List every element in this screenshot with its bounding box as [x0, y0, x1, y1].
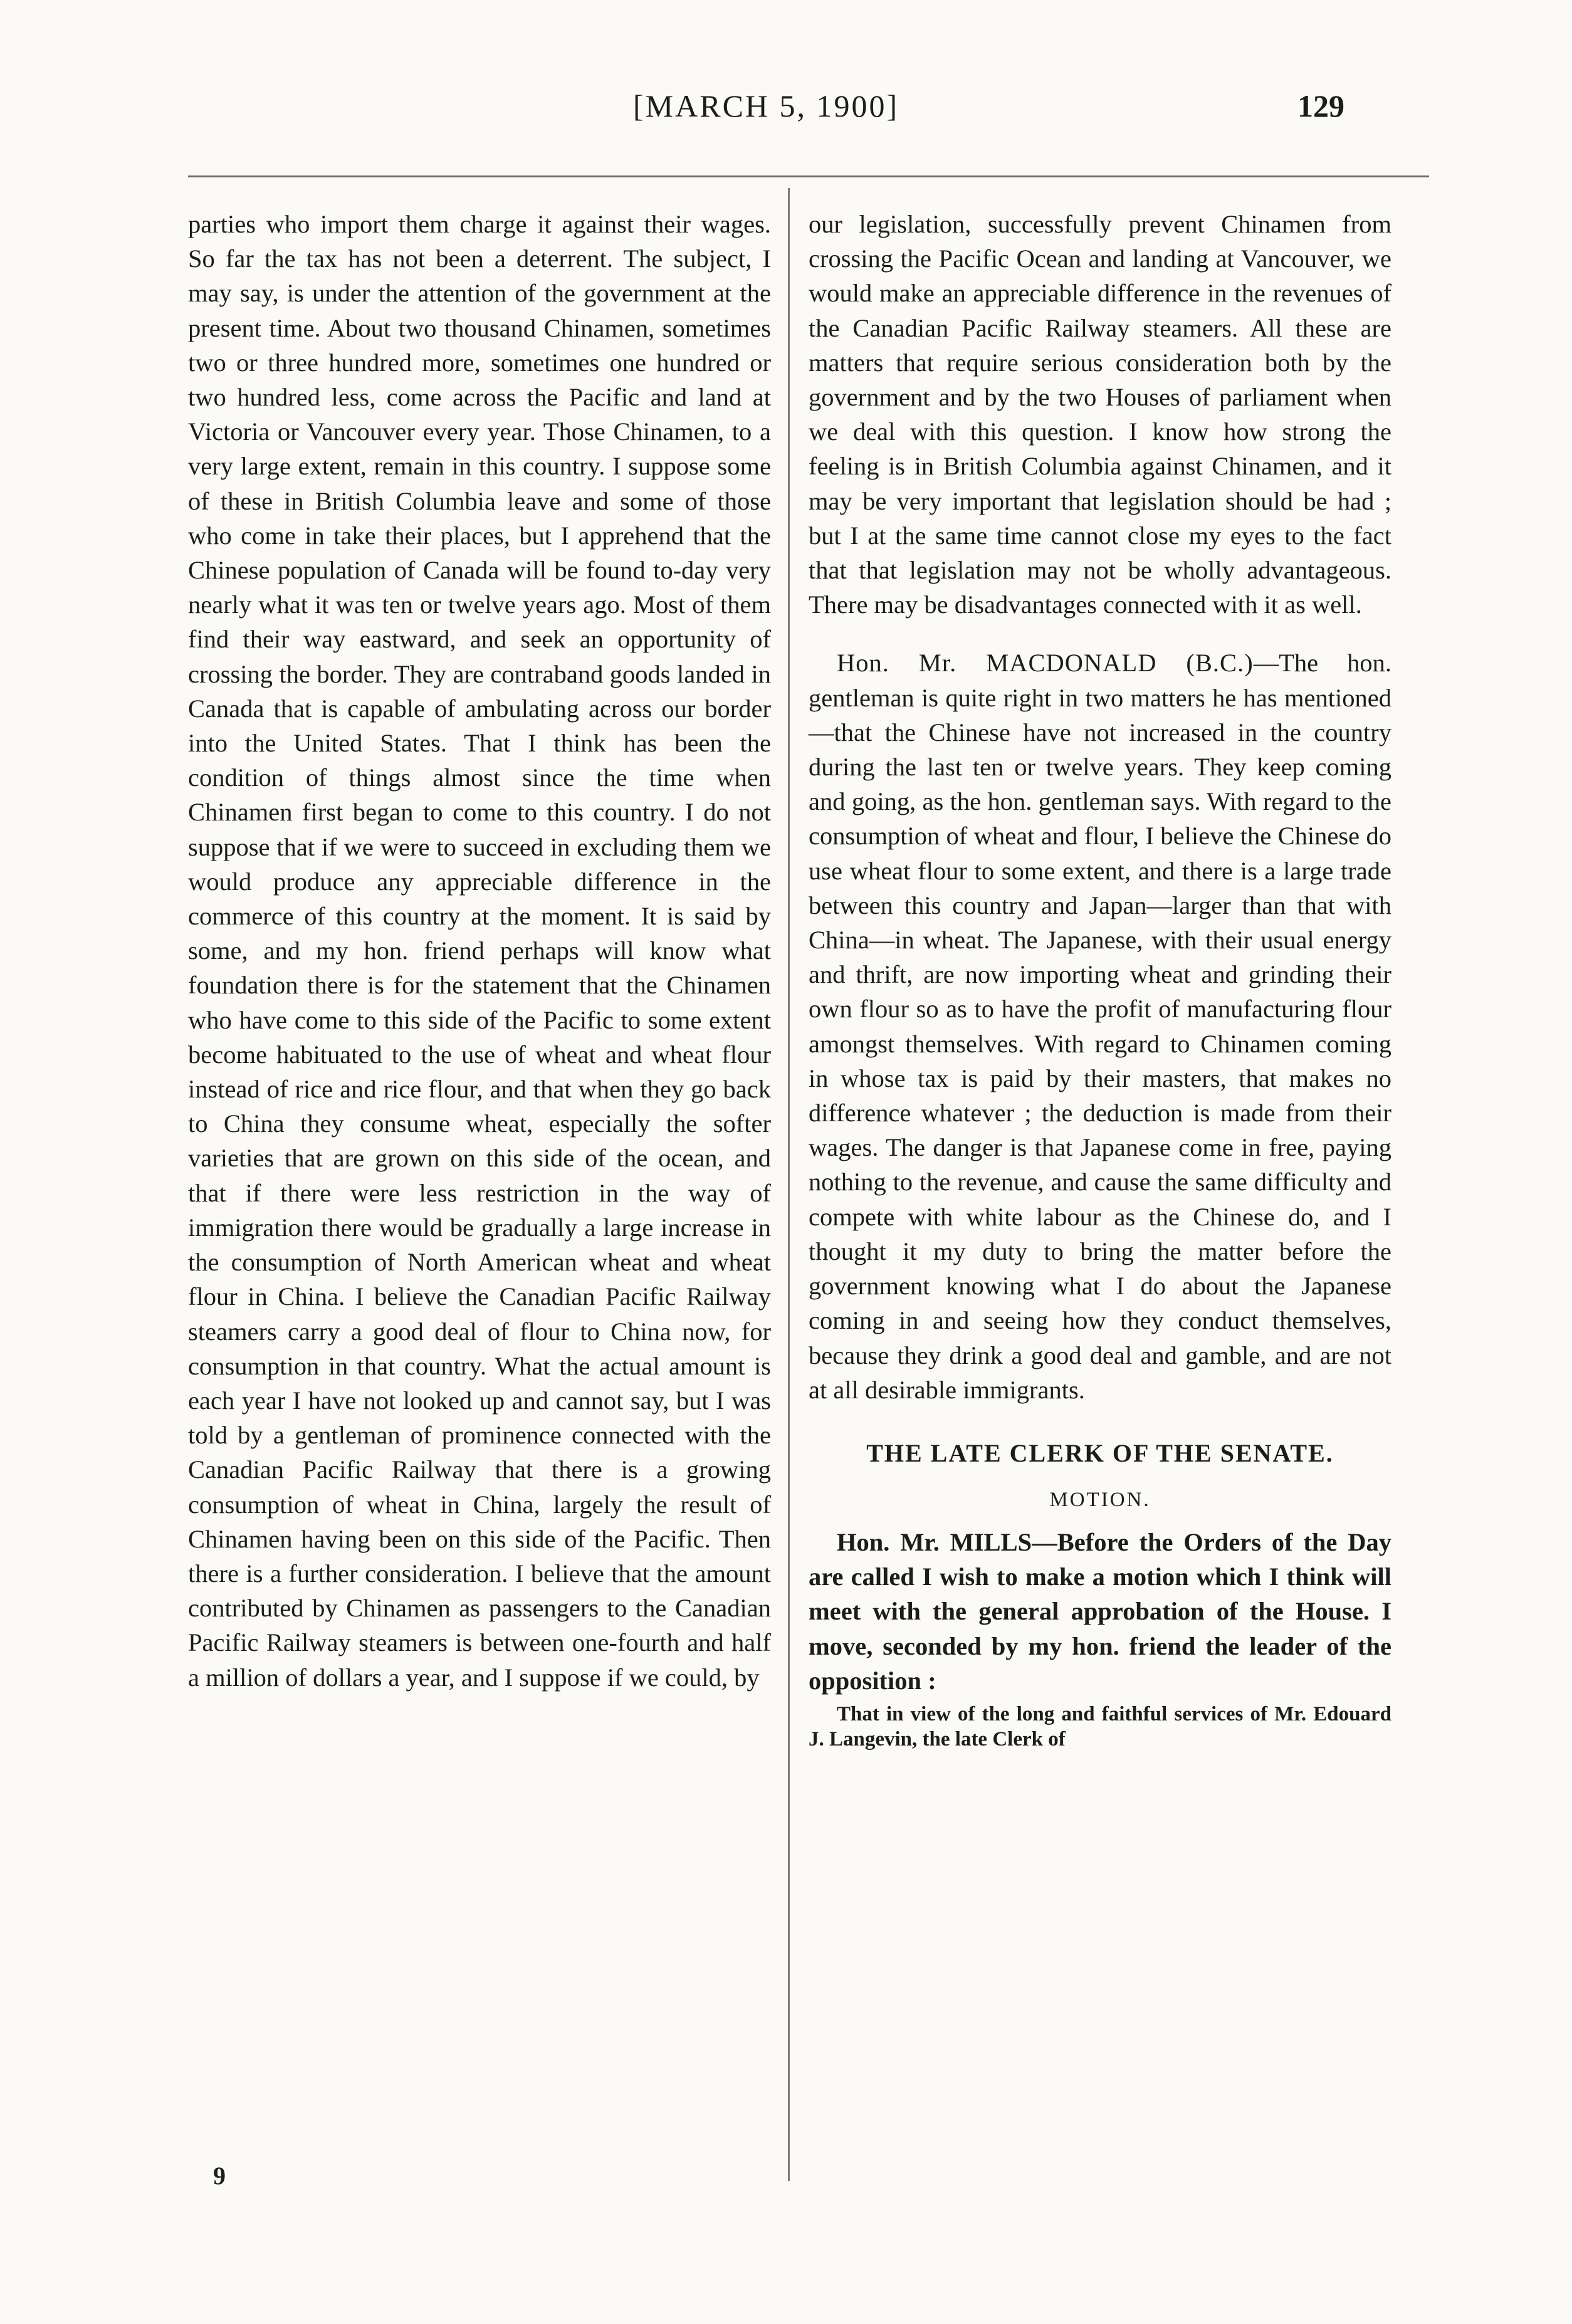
section-title: THE LATE CLERK OF THE SENATE. [866, 1438, 1334, 1467]
motion-speaker: Hon. Mr. MILLS [837, 1527, 1032, 1556]
speaker-name: Hon. Mr. MACDONALD (B.C.) [837, 649, 1254, 678]
column-divider [788, 188, 790, 2181]
mills-motion [809, 1525, 1391, 1698]
page-number: 129 [1297, 88, 1344, 123]
motion-quote: That in view of the long and faithful services of Mr. Edouard J. Langevin, the late Clerk of [809, 1702, 1391, 1751]
signature-mark: 9 [213, 2162, 226, 2190]
macdonald-speech [809, 646, 1391, 1406]
right-continuation: our legislation, successfully prevent Chinamen from crossing the Pacific Ocean and landing at Vancouver, we would make an appreciable difference in the revenues of the Canadian Pacific Railway steamers. All these are matters that require serious consideration both by the government and by the two Houses of parliament when we deal with this question. I know how strong the feeling is in British Columbia against Chinamen, and it may be very important that legislation should be had ; but I at the same time cannot close my eyes to the fact that that legislation may not be wholly advantageous. There may be disadvantages connected with it as well. [809, 210, 1391, 619]
page-header [0, 88, 1572, 138]
section-subtitle: MOTION. [1049, 1488, 1151, 1511]
header-date: [MARCH 5, 1900] [633, 88, 899, 123]
header-rule [188, 175, 1429, 177]
speech-text: —The hon. gentleman is quite right in two matters he has mentioned—that the Chinese have not increased in the country during the last ten or twelve years. They keep coming and going, as the hon. gentleman says. With regard to the consumption of wheat and flour, I believe the Chinese do use wheat flour to some extent, and there is a large trade between this country and Japan—larger than that with China—in wheat. The Japanese, with their usual energy and thrift, are now importing wheat and grinding their own flour so as to have the profit of manufacturing flour amongst themselves. With regard to Chinamen coming in whose tax is paid by their masters, that makes no difference whatever ; the deduction is made from their wages. The danger is that Japanese come in free, paying nothing to the revenue, and cause the same difficulty and compete with white labour as the Chinese do, and I thought it my duty to bring the matter before the government knowing what I do about the Japanese coming in and seeing how they conduct themselves, because they drink a good deal and gamble, and are not at all desirable immigrants. [809, 649, 1391, 1404]
motion-text: —Before the Orders of the Day are called I wish to make a motion which I think will meet with the general approbation of the House. I move, seconded by my hon. friend the leader of the opposition : [809, 1527, 1391, 1695]
left-paragraph: parties who import them charge it against their wages. So far the tax has not been a deterrent. The subject, I may say, is under the attention of the government at the present time. About two thousand Chinamen, sometimes two or three hundred more, sometimes one hundred or two hundred less, come across the Pacific and land at Victoria or Vancouver every year. Those Chinamen, to a very large extent, remain in this country. I suppose some of these in British Columbia leave and some of those who come in take their places, but I apprehend that the Chinese population of Canada will be found to-day very nearly what it was ten or twelve years ago. Most of them find their way eastward, and seek an opportunity of crossing the border. They are contraband goods landed in Canada that is capable of ambulating across our border into the United States. That I think has been the condition of things almost since the time when Chinamen first began to come to this country. I do not suppose that if we were to succeed in excluding them we would produce any appreciable difference in the commerce of this country at the moment. It is said by some, and my hon. friend perhaps will know what foundation there is for the statement that the Chinamen who have come to this side of the Pacific to some extent become habituated to the use of wheat and wheat flour instead of rice and rice flour, and that when they go back to China they consume wheat, especially the softer varieties that are grown on this side of the ocean, and that if there were less restriction in the way of immigration there would be gradually a large increase in the consumption of North American wheat and wheat flour in China. I believe the Canadian Pacific Railway steamers carry a good deal of flour to China now, for consumption in that country. What the actual amount is each year I have not looked up and cannot say, but I was told by a gentleman of prominence connected with the Canadian Pacific Railway that there is a growing consumption of wheat in China, largely the result of Chinamen having been on this side of the Pacific. Then there is a further consideration. I believe that the amount contributed by Chinamen as passengers to the Canadian Pacific Railway steamers is between one-fourth and half a million of dollars a year, and I suppose if we could, by [188, 210, 771, 1692]
left-column [188, 207, 771, 1695]
right-column [809, 207, 1391, 1752]
